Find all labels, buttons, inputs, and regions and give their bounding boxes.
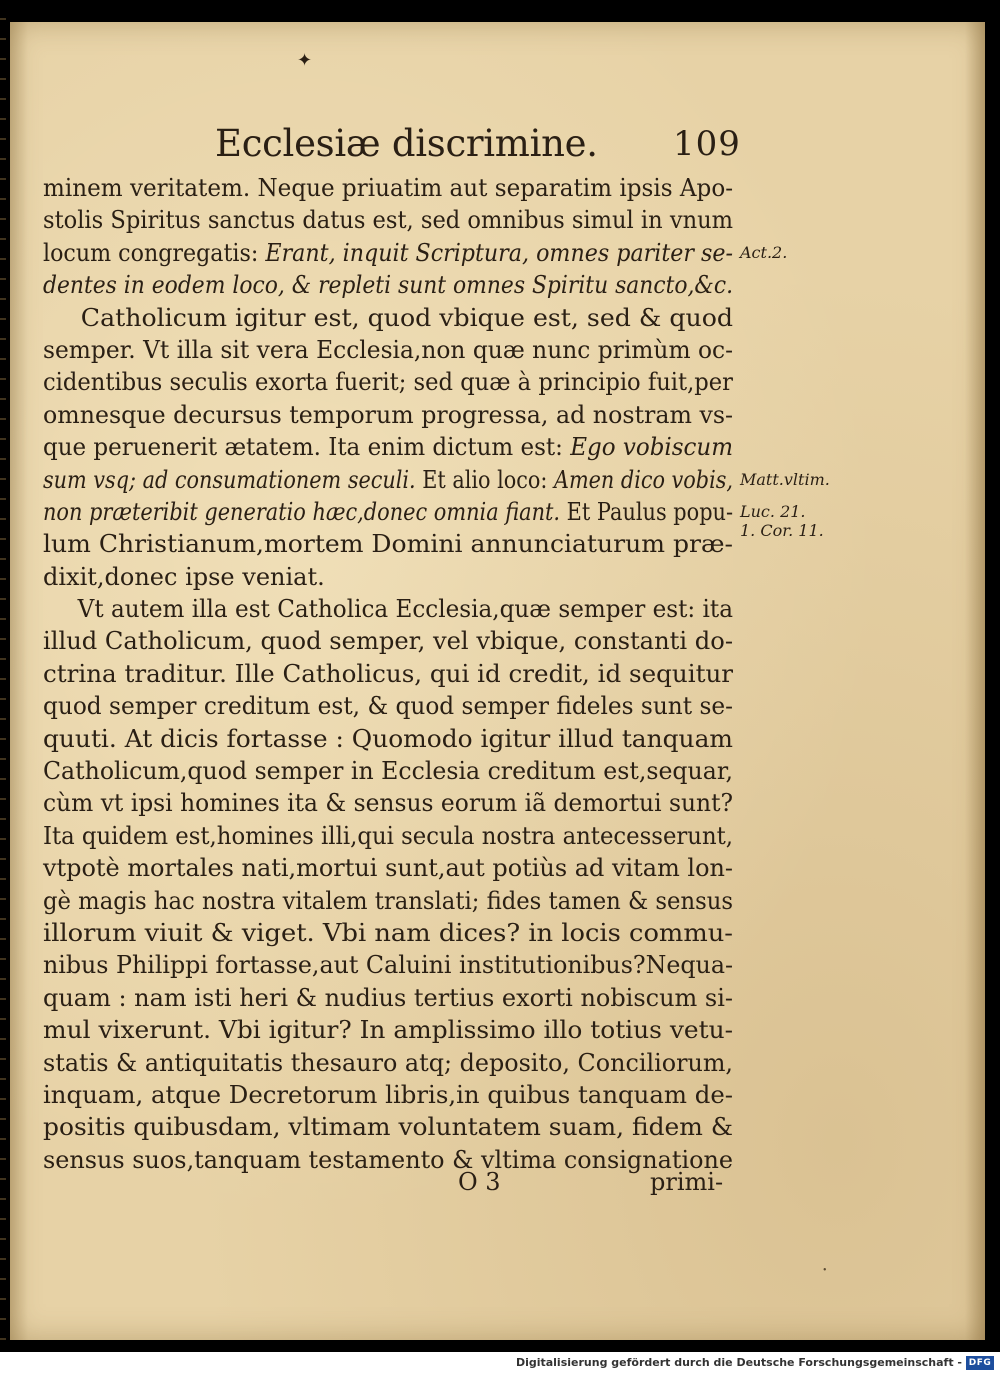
text-line-content: [43, 366, 733, 398]
ornament-mark: ✦: [297, 50, 313, 71]
text-line-content: [43, 690, 733, 722]
paper-spot: •: [823, 1265, 827, 1276]
running-title: Ecclesiæ discrimine.: [215, 122, 598, 165]
text-line: [43, 885, 733, 917]
roman-run: cùm vt ipsi homines ita & sensus eorum iã demortui sunt?: [43, 789, 734, 818]
roman-run: ctrina traditur. Ille Catholicus, qui id credit, id sequitur: [43, 659, 734, 688]
text-line: [43, 464, 733, 496]
roman-run: Et Paulus popu-: [560, 497, 734, 526]
credit-bar: [0, 1352, 1000, 1374]
text-line: [43, 755, 733, 787]
text-line-content: [43, 658, 733, 690]
roman-run: que peruenerit ætatem. Ita enim dictum est:: [43, 433, 571, 462]
signature-mark: O 3: [458, 1168, 501, 1196]
italic-run: Ego vobiscum: [570, 433, 734, 462]
roman-run: lum Christianum,mortem Domini annunciaturum præ-: [43, 530, 733, 559]
marginal-note: Act.2.: [740, 242, 788, 262]
text-line-content: [43, 561, 325, 593]
text-line: [43, 917, 733, 949]
catchword: primi-: [650, 1168, 724, 1196]
roman-run: gè magis hac nostra vitalem translati; fides tamen & sensus: [43, 886, 733, 915]
text-line: [43, 366, 733, 398]
text-line: [43, 787, 733, 819]
text-line: [43, 658, 733, 690]
text-line-content: [43, 723, 733, 755]
text-line-content: [43, 852, 733, 884]
text-line-content: [43, 625, 733, 657]
roman-run: locum congregatis:: [43, 238, 266, 267]
italic-run: sum vsq; ad consumationem seculi.: [43, 465, 416, 494]
roman-run: statis & antiquitatis thesauro atq; deposito, Conciliorum,: [43, 1048, 734, 1077]
text-line-content: [43, 496, 733, 528]
text-line: [43, 1111, 733, 1143]
roman-run: quuti. At dicis fortasse : Quomodo igitur illud tanquam: [43, 724, 733, 753]
roman-run: semper. Vt illa sit vera Ecclesia,non quæ nunc primùm oc-: [43, 335, 733, 364]
text-line: [43, 1014, 733, 1046]
italic-run: Amen dico vobis,: [553, 465, 733, 494]
roman-run: positis quibusdam, vltimam voluntatem suam, fidem &: [43, 1113, 733, 1142]
binding-edge: [0, 0, 6, 1352]
digitization-credit: Digitalisierung gefördert durch die Deutsche Forschungsgemeinschaft -: [515, 1356, 962, 1369]
text-line-content: [43, 982, 733, 1014]
text-line-content: [43, 1111, 733, 1143]
text-line: [43, 723, 733, 755]
roman-run: cidentibus seculis exorta fuerit; sed quæ à principio fuit,per: [43, 368, 733, 397]
roman-run: dixit,donec ipse veniat.: [43, 562, 325, 591]
italic-run: dentes in eodem loco, & repleti sunt omnes Spiritu sancto,&c.: [43, 271, 734, 300]
text-line-content: [43, 1079, 733, 1111]
marginal-note: Luc. 21.: [740, 502, 806, 521]
marginal-note: 1. Cor. 11.: [740, 521, 824, 541]
text-line-content: [43, 172, 733, 204]
roman-run: stolis Spiritus sanctus datus est, sed omnibus simul in vnum: [43, 206, 734, 235]
text-line: [43, 852, 733, 884]
roman-run: Catholicum igitur est, quod vbique est, sed & quod: [43, 303, 734, 332]
text-line-content: [43, 593, 733, 625]
italic-run: non præteribit generatio hæc,donec omnia fiant.: [43, 497, 561, 526]
text-line: [43, 625, 733, 657]
book-page: [10, 22, 985, 1340]
text-line: [43, 237, 733, 269]
text-line: [43, 269, 733, 301]
text-line-content: [43, 237, 733, 269]
text-line-content: [43, 755, 733, 787]
text-line: [43, 431, 733, 463]
text-line: [43, 172, 733, 204]
roman-run: sensus suos,tanquam testamento & vltima consignatione: [43, 1145, 733, 1174]
text-line: [43, 1079, 733, 1111]
roman-run: illud Catholicum, quod semper, vel vbique, constanti do-: [43, 627, 733, 656]
text-line-content: [43, 464, 733, 496]
text-line: [43, 334, 733, 366]
text-line-content: [43, 399, 733, 431]
folio-number: 109: [673, 124, 741, 164]
text-line: [43, 399, 733, 431]
roman-run: Vt autem illa est Catholica Ecclesia,quæ semper est: ita: [43, 595, 733, 624]
roman-run: quod semper creditum est, & quod semper fideles sunt se-: [43, 692, 733, 721]
text-line-content: [43, 1144, 733, 1176]
text-line: [43, 690, 733, 722]
text-line-content: [43, 787, 733, 819]
text-line: [43, 496, 733, 528]
text-line-content: [43, 885, 733, 917]
roman-run: vtpotè mortales nati,mortui sunt,aut potiùs ad vitam lon-: [43, 854, 734, 883]
page-edge-shadow: [965, 22, 985, 1340]
text-line: [43, 561, 733, 593]
roman-run: inquam, atque Decretorum libris,in quibus tanquam de-: [43, 1080, 734, 1109]
text-line-content: [43, 1014, 733, 1046]
text-line-content: [43, 820, 733, 852]
roman-run: mul vixerunt. Vbi igitur? In amplissimo illo totius vetu-: [43, 1016, 733, 1045]
roman-run: minem veritatem. Neque priuatim aut separatim ipsis Apo-: [43, 174, 733, 202]
text-line-content: [43, 302, 733, 334]
text-line-content: [43, 269, 733, 301]
marginal-note: Matt.vltim.: [740, 469, 830, 489]
roman-run: quam : nam isti heri & nudius tertius exorti nobiscum si-: [43, 983, 734, 1012]
text-line-content: [43, 949, 733, 981]
text-line: [43, 982, 733, 1014]
italic-run: Erant, inquit Scriptura, omnes pariter se-: [265, 238, 733, 267]
text-line-content: [43, 204, 733, 236]
text-line: [43, 1144, 733, 1176]
body-text: [43, 172, 733, 1176]
text-line: [43, 949, 733, 981]
text-line-content: [43, 528, 733, 560]
roman-run: Ita quidem est,homines illi,qui secula nostra antecesserunt,: [43, 821, 734, 850]
roman-run: Catholicum,quod semper in Ecclesia creditum est,sequar,: [43, 757, 734, 786]
dfg-logo-icon: DFG: [966, 1356, 994, 1370]
text-line-content: [43, 334, 733, 366]
text-line: [43, 593, 733, 625]
text-line-content: [43, 1047, 733, 1079]
text-line: [43, 302, 733, 334]
roman-run: nibus Philippi fortasse,aut Caluini institutionibus?Nequa-: [43, 951, 733, 980]
roman-run: illorum viuit & viget. Vbi nam dices? in locis commu-: [43, 918, 733, 947]
text-line-content: [43, 431, 733, 463]
roman-run: Et alio loco:: [415, 465, 554, 494]
text-line: [43, 1047, 733, 1079]
text-line-content: [43, 917, 733, 949]
text-line: [43, 820, 733, 852]
text-line: [43, 204, 733, 236]
roman-run: omnesque decursus temporum progressa, ad nostram vs-: [43, 400, 733, 429]
text-line: [43, 528, 733, 560]
